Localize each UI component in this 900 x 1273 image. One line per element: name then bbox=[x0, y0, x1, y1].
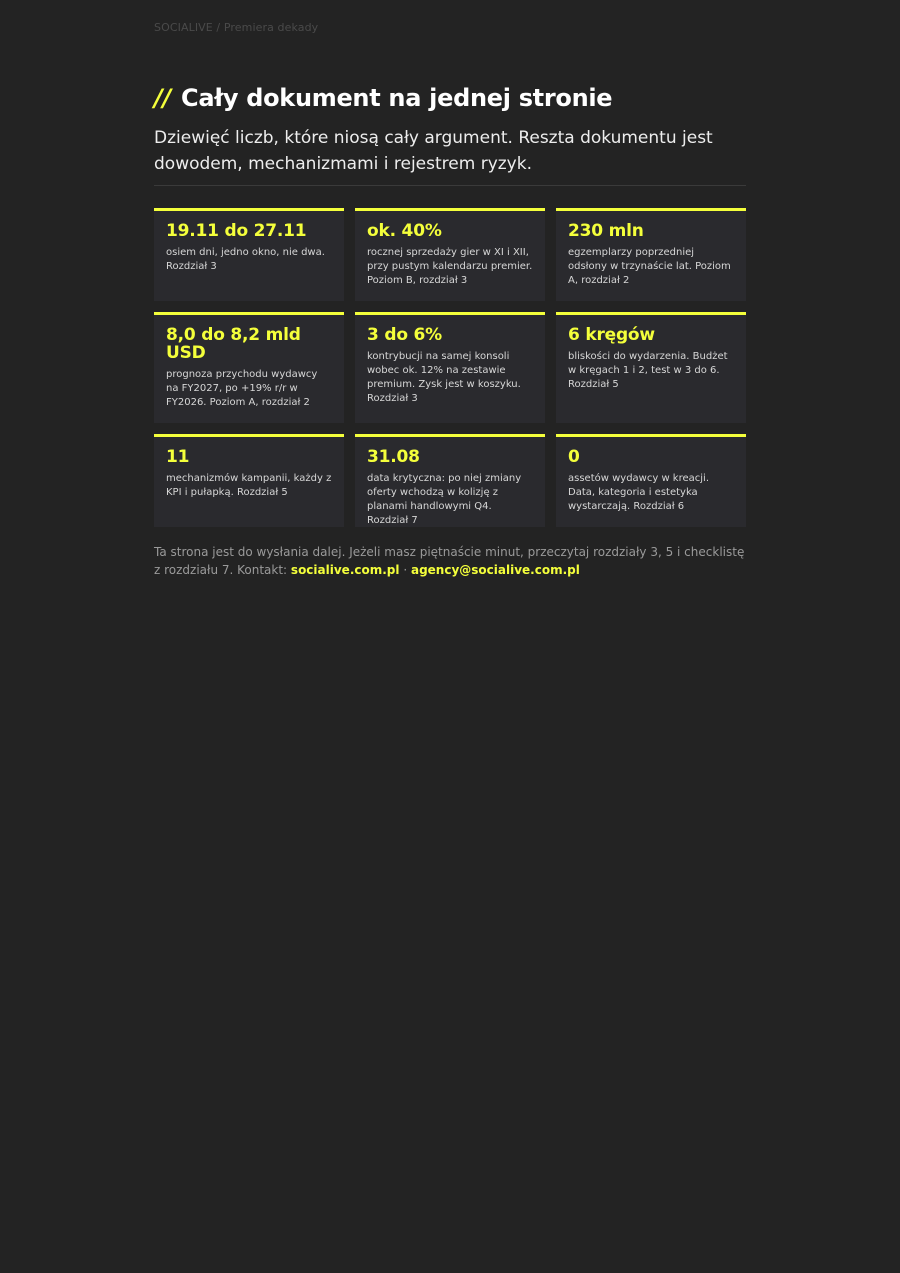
running-header: SOCIALIVE / Premiera dekady bbox=[154, 21, 319, 34]
footer-text: Ta strona jest do wysłania dalej. Jeżeli masz piętnaście minut, przeczytaj rozdziały 3, 5 i checklistę z rozdziału 7. Kontakt: bbox=[154, 545, 745, 577]
figure-description: rocznej sprzedaży gier w XI i XII, przy pustym kalendarzu premier. Poziom B, rozdział 3 bbox=[367, 247, 533, 286]
figure-card bbox=[556, 434, 746, 527]
figure-description: osiem dni, jedno okno, nie dwa. Rozdział 3 bbox=[166, 247, 325, 272]
figure-description: assetów wydawcy w kreacji. Data, kategoria i estetyka wystarczają. Rozdział 6 bbox=[568, 473, 709, 512]
figure-card bbox=[154, 208, 344, 301]
link-separator: · bbox=[399, 563, 411, 577]
figure-value: 6 kręgów bbox=[568, 325, 655, 345]
section-lead: Dziewięć liczb, które niosą cały argument. Reszta dokumentu jest dowodem, mechanizmami i rejestrem ryzyk. bbox=[154, 128, 713, 174]
section-title-text: Cały dokument na jednej stronie bbox=[181, 84, 613, 112]
website-link[interactable]: socialive.com.pl bbox=[290, 563, 400, 577]
figure-card bbox=[355, 434, 545, 527]
figure-value: 31.08 bbox=[367, 447, 420, 467]
figure-card bbox=[355, 208, 545, 301]
figure-card bbox=[154, 312, 344, 423]
figure-card bbox=[154, 434, 344, 527]
figure-value: 11 bbox=[166, 447, 190, 467]
figure-value: ok. 40% bbox=[367, 221, 442, 241]
figure-description: kontrybucji na samej konsoli wobec ok. 12% na zestawie premium. Zysk jest w koszyku. Rozdział 3 bbox=[367, 351, 521, 404]
figure-description: bliskości do wydarzenia. Budżet w kręgach 1 i 2, test w 3 do 6. Rozdział 5 bbox=[568, 351, 728, 390]
figure-card bbox=[556, 312, 746, 423]
figure-description: egzemplarzy poprzedniej odsłony w trzynaście lat. Poziom A, rozdział 2 bbox=[568, 247, 731, 286]
figure-description: data krytyczna: po niej zmiany oferty wchodzą w kolizję z planami handlowymi Q4. Rozdział 7 bbox=[367, 473, 522, 526]
figure-card bbox=[556, 208, 746, 301]
title-prefix-mark: // bbox=[154, 84, 171, 112]
figure-value: 3 do 6% bbox=[367, 325, 442, 345]
figure-card bbox=[355, 312, 545, 423]
footer-note bbox=[154, 543, 746, 579]
figure-description: prognoza przychodu wydawcy na FY2027, po +19% r/r w FY2026. Poziom A, rozdział 2 bbox=[166, 369, 318, 408]
figure-value: 8,0 do 8,2 mld USD bbox=[166, 325, 301, 363]
figure-value: 0 bbox=[568, 447, 580, 467]
section-title bbox=[154, 84, 612, 112]
email-link[interactable]: agency@socialive.com.pl bbox=[410, 563, 580, 577]
figure-value: 19.11 do 27.11 bbox=[166, 221, 307, 241]
section-divider bbox=[154, 185, 746, 186]
figure-value: 230 mln bbox=[568, 221, 644, 241]
figure-description: mechanizmów kampanii, każdy z KPI i pułapką. Rozdział 5 bbox=[166, 473, 332, 498]
